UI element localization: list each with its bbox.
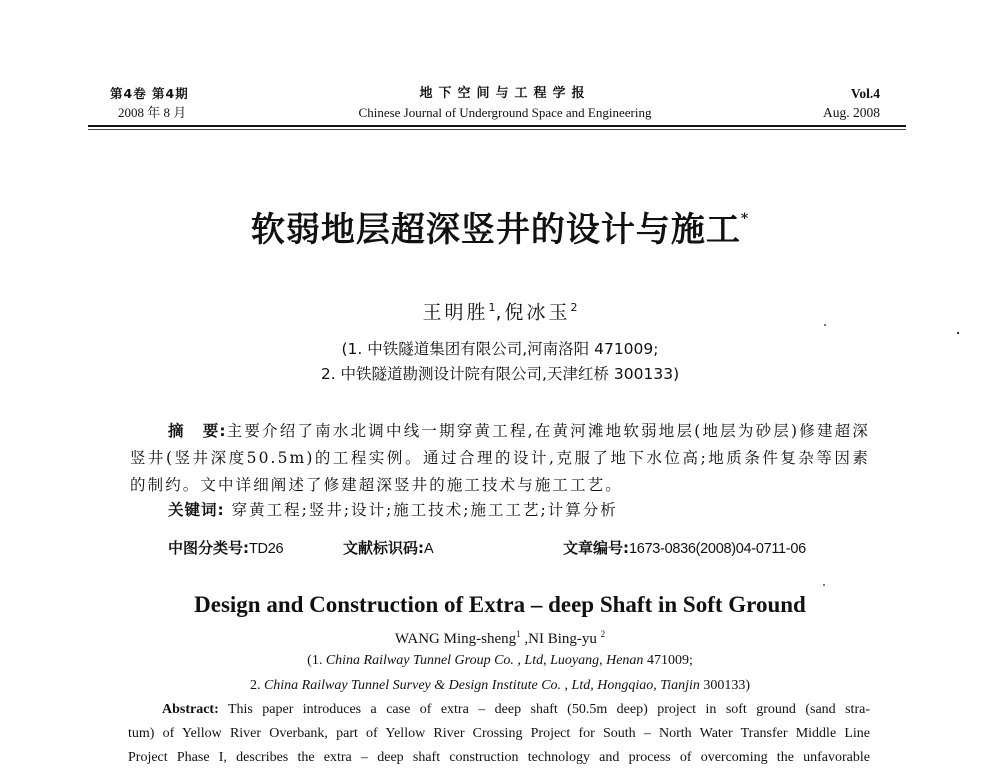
scan-speck [957, 332, 959, 334]
volume-en: Vol.4 [850, 86, 880, 101]
clc-number [168, 537, 283, 558]
authors-en [0, 624, 1000, 649]
article-no-label: 文章编号: [563, 539, 629, 557]
header-journal-name [320, 84, 690, 122]
author-name: 倪冰玉 [504, 301, 571, 324]
title-footnote-mark: * [740, 211, 750, 227]
affiliation-cn-2: 2. 中铁隧道勘测设计院有限公司,天津红桥 300133) [320, 365, 680, 383]
date-en: Aug. 2008 [823, 105, 880, 120]
affil-city: Luoyang [550, 653, 600, 668]
scan-speck [823, 584, 825, 586]
author-affil-mark: 2 [600, 629, 606, 639]
abstract-line: Project Phase I, describes the extra – deep shaft construction technology and process of overcoming the unfavorable [128, 750, 870, 765]
keywords-text: 穿黄工程;竖井;设计;施工技术;施工工艺;计算分析 [231, 501, 618, 519]
journal-name-en: Chinese Journal of Underground Space and Engineering [358, 105, 652, 120]
paper-title-cn [0, 197, 1000, 252]
affil-sep: , [653, 678, 661, 693]
abstract-en [128, 698, 870, 770]
affil-province: Tianjin [660, 678, 700, 693]
clc-label: 中图分类号: [168, 539, 249, 557]
affil-province: Henan [606, 653, 644, 668]
header-volume-en [823, 84, 880, 122]
abstract-cn [130, 418, 870, 499]
clc-value: TD26 [249, 541, 284, 557]
affil-open: (1. [307, 653, 326, 668]
classification-row [168, 537, 868, 559]
article-no-value: 1673-0836(2008)04-0711-06 [629, 541, 806, 557]
affiliation-cn-1: (1. 中铁隧道集团有限公司,河南洛阳 471009; [341, 340, 659, 358]
scan-speck [824, 324, 826, 326]
affil-org: China Railway Tunnel Group Co. , Ltd [325, 653, 544, 668]
affiliation-en-1 [0, 651, 1000, 671]
paper-title-en: Design and Construction of Extra – deep Shaft in Soft Ground [194, 592, 806, 617]
header-rule [88, 125, 906, 127]
affil-city: Hongqiao [597, 678, 654, 693]
author-separator: , [520, 631, 529, 647]
keywords-label: 关键词: [168, 501, 225, 519]
author-affil-mark: 1 [488, 301, 496, 314]
affil-sep: , [543, 653, 551, 668]
abstract-line [128, 698, 870, 722]
abstract-label-part: 摘 [168, 422, 185, 440]
article-number [563, 537, 806, 558]
author-separator: , [495, 301, 505, 324]
keywords-cn [168, 499, 618, 521]
author-name: 王明胜 [422, 301, 489, 324]
journal-name-cn: 地下空间与工程学报 [419, 86, 591, 101]
doc-code-value: A [424, 541, 434, 557]
author-name-en: NI Bing-yu [528, 631, 597, 647]
authors-cn [0, 296, 1000, 324]
abstract-text: This paper introduces a case of extra – deep shaft (50.5m deep) project in soft ground (sand stra- [218, 702, 870, 717]
abstract-label-cn [168, 422, 227, 440]
document-code [343, 537, 433, 558]
title-text-cn: 软弱地层超深竖井的设计与施工 [250, 210, 741, 250]
affiliation-en-2 [0, 676, 1000, 696]
header-rule-thin [88, 129, 906, 130]
abstract-label-part: 要: [202, 422, 227, 440]
affil-sep: , [599, 653, 607, 668]
volume-issue-cn: 第4卷 第4期 [110, 86, 189, 101]
abstract-label-en: Abstract: [162, 702, 219, 717]
affil-postcode: 300133) [699, 678, 751, 693]
date-cn: 2008 年 8 月 [118, 105, 187, 120]
author-name-en: WANG Ming-sheng [394, 631, 517, 647]
doc-code-label: 文献标识码: [343, 539, 424, 557]
affil-open: 2. [249, 678, 264, 693]
abstract-line: tum) of Yellow River Overbank, part of Yellow River Crossing Project for South – North Water Transfer Middle Line [128, 726, 870, 741]
abstract-text-cn: 主要介绍了南水北调中线一期穿黄工程,在黄河滩地软弱地层(地层为砂层)修建超深竖井(竖井深度50.5m)的工程实例。通过合理的设计,克服了地下水位高;地质条件复杂等因素的制约。文中详细阐述了修建超深竖井的施工技术与施工工艺。 [130, 422, 870, 494]
author-affil-mark: 1 [516, 629, 521, 639]
affil-org: China Railway Tunnel Survey & Design Institute Co. , Ltd [263, 678, 591, 693]
affil-sep: , [590, 678, 598, 693]
affil-postcode: 471009; [643, 653, 693, 668]
header-volume-issue [110, 84, 189, 122]
author-affil-mark: 2 [570, 301, 578, 314]
